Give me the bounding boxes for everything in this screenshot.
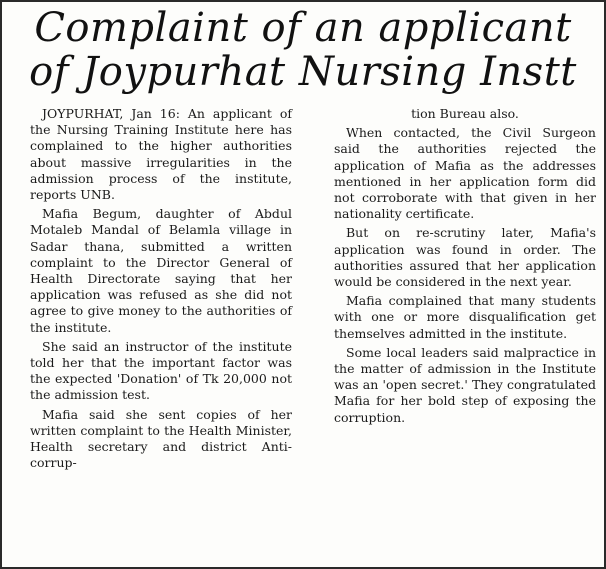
article-column-left xyxy=(30,106,292,562)
headline-line-2: of Joypurhat Nursing Instt xyxy=(29,49,577,95)
paragraph-dateline: JOYPURHAT, Jan 16: An applicant of the Nursing Training Institute here has complained to the higher authorities about massive irregularities in the admission process of the institute, reports UNB. xyxy=(30,106,292,203)
headline-line-1: Complaint of an applicant xyxy=(34,5,572,51)
paragraph-donation: She said an instructor of the institute told her that the important factor was the expected 'Donation' of Tk 20,000 not the admission test. xyxy=(30,338,292,403)
paragraph-local-leaders: Some local leaders said malpractice in the matter of admission in the Institute was an 'open secret.' They congratulated Mafia for her bold step of exposing the corruption. xyxy=(334,344,596,425)
paragraph-complaint: Mafia Begum, daughter of Abdul Motaleb Mandal of Belamla village in Sadar thana, submitted a written complaint to the Director General of Health Directorate saying that her application was refused as she did not agree to give money to the authorities of the institute. xyxy=(30,206,292,335)
article-body xyxy=(30,106,596,562)
article-column-right xyxy=(334,106,596,562)
paragraph-students: Mafia complained that many students with one or more disqualification get themselves admitted in the institute. xyxy=(334,293,596,341)
paragraph-continuation: tion Bureau also. xyxy=(411,106,519,121)
headline xyxy=(2,6,604,94)
paragraph-rescrutiny: But on re-scrutiny later, Mafia's application was found in order. The authorities assured that her application would be considered in the next year. xyxy=(334,225,596,290)
paragraph-civil-surgeon: When contacted, the Civil Surgeon said the authorities rejected the application of Mafia as the addresses mentioned in her application form did not corroborate with that given in her nationality certificate. xyxy=(334,125,596,222)
paragraph-copies: Mafia said she sent copies of her written complaint to the Health Minister, Health secretary and district Anti-corrup- xyxy=(30,406,292,471)
